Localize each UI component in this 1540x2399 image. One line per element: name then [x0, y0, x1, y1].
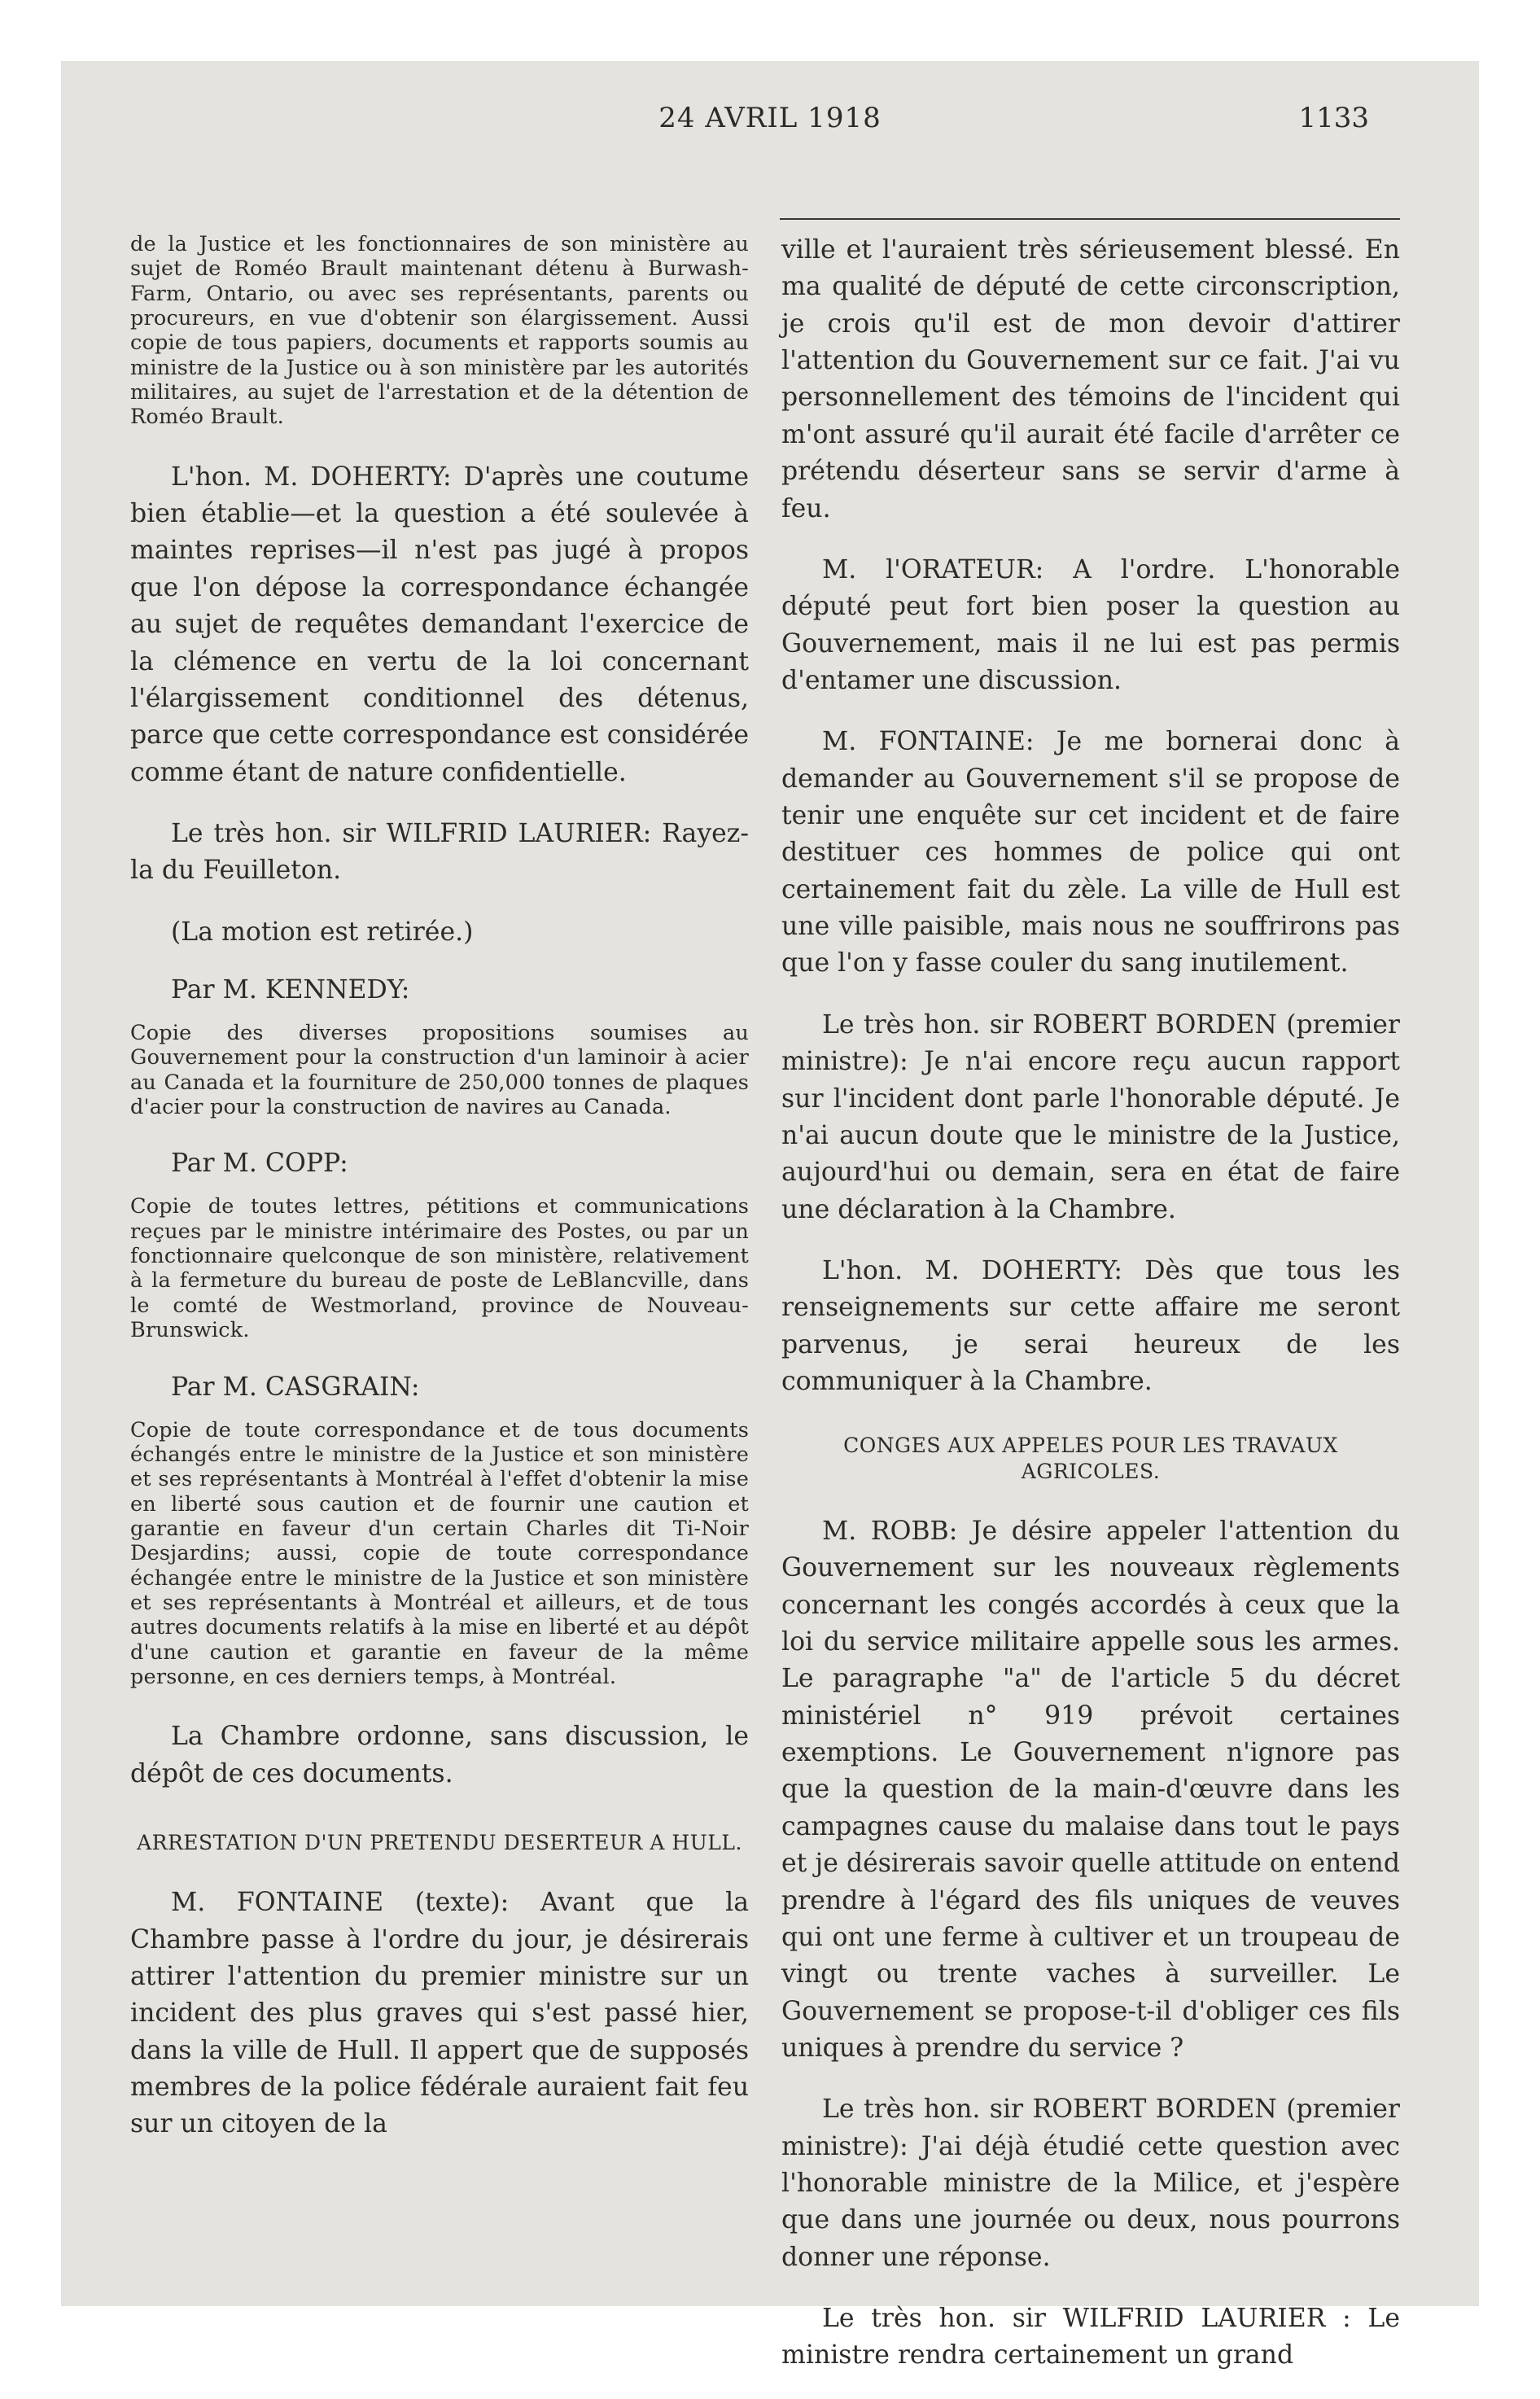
- paragraph: M. FONTAINE: Je me bornerai donc à demander au Gouvernement s'il se propose de tenir une enquête sur cet incident et de faire destituer ces hommes de police qui ont certainement fait du zèle. La ville de Hull est une ville paisible, mais nous ne souffrirons pas que l'on y fasse couler du sang inutilement.: [781, 727, 1400, 978]
- paragraph: ville et l'auraient très sérieusement blessé. En ma qualité de député de cette circonscription, je crois qu'il est de mon devoir d'attirer l'attention du Gouvernement sur ce fait. J'ai vu personnellement des témoins de l'incident qui m'ont assuré qu'il aurait été facile d'arrêter ce prétendu déserteur sans se servir d'arme à feu.: [781, 235, 1400, 523]
- mover-label: Par M. CASGRAIN:: [171, 1372, 420, 1402]
- section-heading: ARRESTATION D'UN PRETENDU DESERTEUR A HULL.: [137, 1831, 742, 1854]
- paragraph: (La motion est retirée.): [171, 917, 474, 947]
- motion-text: de la Justice et les fonctionnaires de son ministère au sujet de Roméo Brault maintenant détenu à Burwash-Farm, Ontario, ou avec ses représentants, parents ou procureurs, en vue d'obtenir son élargissement. Aussi copie de tous papiers, documents et rapports soumis au ministre de la Justice ou à son ministère par les autorités militaires, au sujet de l'arrestation et de la détention de Roméo Brault.: [130, 232, 749, 430]
- mover-label: Par M. COPP:: [171, 1149, 348, 1179]
- motion-text: Copie des diverses propositions soumises au Gouvernement pour la construction d'un laminoir à acier au Canada et la fourniture de 250,000 tonnes de plaques d'acier pour la construction de navires au Canada.: [130, 1021, 749, 1120]
- mover-label: Par M. KENNEDY:: [171, 975, 410, 1005]
- page-header: [61, 102, 1479, 142]
- paragraph: La Chambre ordonne, sans discussion, le dépôt de ces documents.: [130, 1722, 749, 1788]
- left-column: [130, 232, 749, 2168]
- right-column: [781, 232, 1400, 2399]
- header-date: 24 AVRIL 1918: [658, 102, 882, 134]
- motion-text: Copie de toute correspondance et de tous documents échangés entre le ministre de la Justice et son ministère et ses représentants à Montréal à l'effet d'obtenir la mise en liberté sous caution et de fournir une caution et garantie en faveur d'un certain Charles dit Ti-Noir Desjardins; aussi, copie de toute correspondance échangée entre le ministre de la Justice et son ministère et ses représentants à Montréal et ailleurs, et de tous autres documents relatifs à la mise en liberté et au dépôt d'une caution et garantie en faveur de la même personne, en ces derniers temps, à Montréal.: [130, 1417, 749, 1689]
- column-rule: [780, 218, 1400, 220]
- paragraph: M. l'ORATEUR: A l'ordre. L'honorable député peut fort bien poser la question au Gouvernement, mais il ne lui est pas permis d'entamer une discussion.: [781, 554, 1400, 695]
- paragraph: Le très hon. sir ROBERT BORDEN (premier ministre): Je n'ai encore reçu aucun rapport sur l'incident dont parle l'honorable député. Je n'ai aucun doute que le ministre de la Justice, aujourd'hui ou demain, sera en état de faire une déclaration à la Chambre.: [781, 1009, 1400, 1224]
- paragraph: Le très hon. sir WILFRID LAURIER : Le ministre rendra certainement un grand: [781, 2304, 1400, 2371]
- paragraph: Le très hon. sir ROBERT BORDEN (premier ministre): J'ai déjà étudié cette question avec l'honorable ministre de la Milice, et j'espère que dans une journée ou deux, nous pourrons donner une réponse.: [781, 2095, 1400, 2272]
- paragraph: L'hon. M. DOHERTY: Dès que tous les renseignements sur cette affaire me seront parvenus, je serai heureux de les communiquer à la Chambre.: [781, 1255, 1400, 1397]
- paragraph: M. FONTAINE (texte): Avant que la Chambre passe à l'ordre du jour, je désirerais attirer l'attention du premier ministre sur un incident des plus graves qui s'est passé hier, dans la ville de Hull. Il appert que de supposés membres de la police fédérale auraient fait feu sur un citoyen de la: [130, 1888, 749, 2139]
- paragraph: L'hon. M. DOHERTY: D'après une coutume bien établie—et la question a été soulevée à maintes reprises—il n'est pas jugé à propos que l'on dépose la correspondance échangée au sujet de requêtes demandant l'exercice de la clémence en vertu de la loi concernant l'élargissement conditionnel des détenus, parce que cette correspondance est considérée comme étant de nature confidentielle.: [130, 462, 749, 787]
- paragraph: Le très hon. sir WILFRID LAURIER: Rayez-la du Feuilleton.: [130, 818, 749, 886]
- section-heading: CONGES AUX APPELES POUR LES TRAVAUX AGRICOLES.: [843, 1434, 1338, 1483]
- motion-text: Copie de toutes lettres, pétitions et communications reçues par le ministre intérimaire des Postes, ou par un fonctionnaire quelconque de son ministère, relativement à la fermeture du bureau de poste de LeBlancville, dans le comté de Westmorland, province de Nouveau-Brunswick.: [130, 1194, 749, 1343]
- paragraph: M. ROBB: Je désire appeler l'attention du Gouvernement sur les nouveaux règlements concernant les congés accordés à ceux que la loi du service militaire appelle sous les armes. Le paragraphe "a" de l'article 5 du décret ministériel n° 919 prévoit certaines exemptions. Le Gouvernement n'ignore pas que la question de la main-d'œuvre dans les campagnes cause du malaise dans tout le pays et je désirerais savoir quelle attitude on entend prendre à l'égard des fils uniques de veuves qui ont une ferme à cultiver et un troupeau de vingt ou trente vaches à surveiller. Le Gouvernement se propose-t-il d'obliger ces fils uniques à prendre du service ?: [781, 1516, 1400, 2063]
- header-page-number: 1133: [1298, 102, 1369, 134]
